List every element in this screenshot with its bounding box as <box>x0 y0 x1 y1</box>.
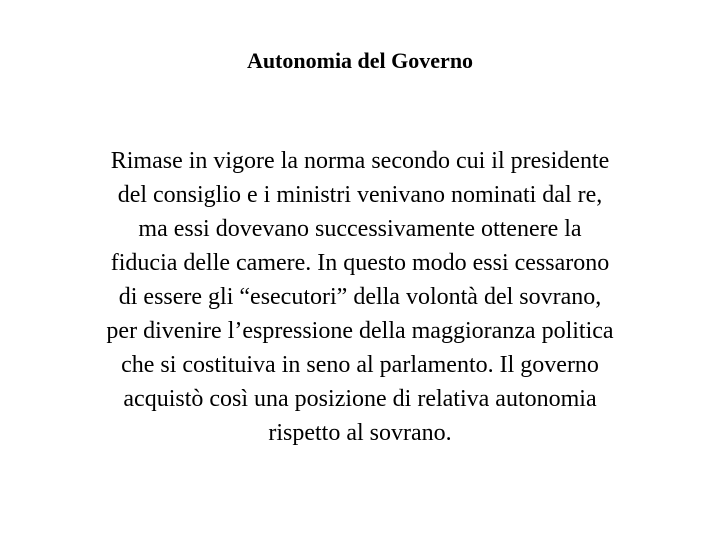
body-line: fiducia delle camere. In questo modo essi cessarono <box>110 250 610 276</box>
body-line: di essere gli “esecutori” della volontà del sovrano, <box>118 284 602 310</box>
body-line: Rimase in vigore la norma secondo cui il presidente <box>110 148 610 174</box>
slide-body <box>50 144 670 450</box>
body-line: per divenire l’espressione della maggioranza politica <box>106 318 614 344</box>
body-line: che si costituiva in seno al parlamento. Il governo <box>121 352 599 378</box>
body-line: rispetto al sovrano. <box>268 420 452 446</box>
body-line: del consiglio e i ministri venivano nominati dal re, <box>117 182 603 208</box>
body-line: ma essi dovevano successivamente ottenere la <box>138 216 582 242</box>
body-line: acquistò così una posizione di relativa autonomia <box>123 386 597 412</box>
slide-title: Autonomia del Governo <box>246 48 474 73</box>
